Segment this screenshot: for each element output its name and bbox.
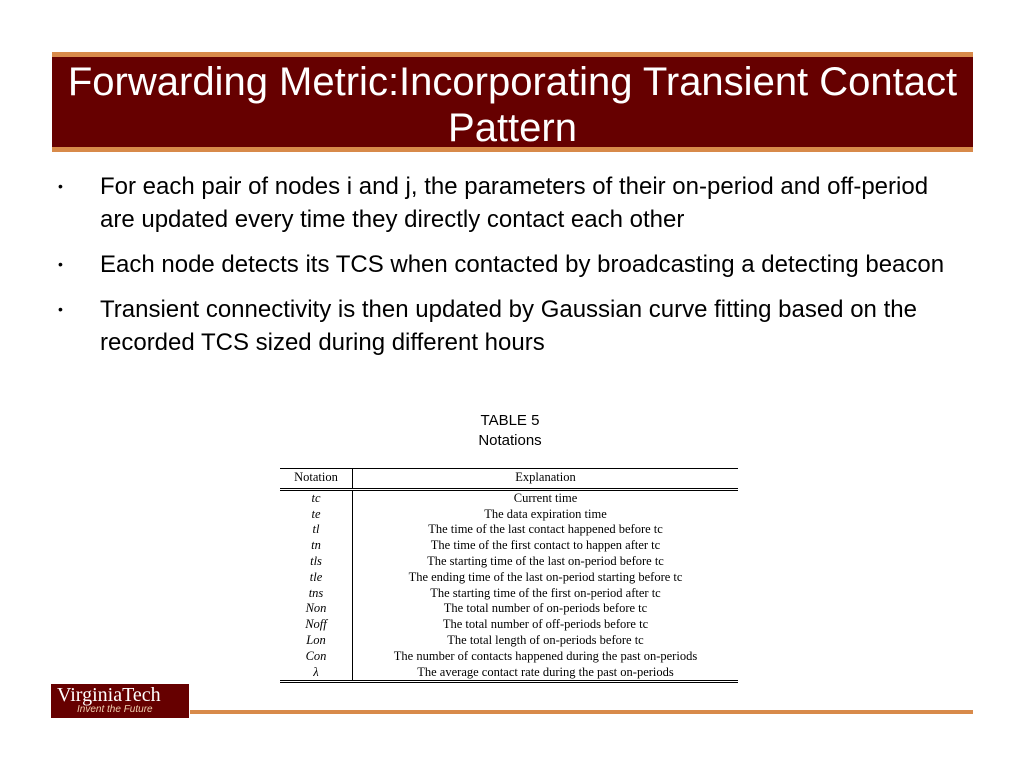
column-header-explanation: Explanation xyxy=(353,469,739,490)
table-row xyxy=(280,586,738,602)
explanation-cell: The total number of on-periods before tc xyxy=(443,601,648,616)
table-row xyxy=(280,538,738,554)
notation-cell: tle xyxy=(280,570,353,586)
notation-cell: Non xyxy=(280,601,353,617)
explanation-cell: The ending time of the last on-period starting before tc xyxy=(408,569,683,584)
table-row xyxy=(280,601,738,617)
explanation-cell: The time of the last contact happened before tc xyxy=(428,522,663,537)
notation-cell: λ xyxy=(280,665,353,682)
bullet-item xyxy=(58,170,963,236)
explanation-cell: The data expiration time xyxy=(484,506,607,521)
logo-wordmark: VirginiaTech xyxy=(57,684,161,706)
explanation-cell: Current time xyxy=(513,490,578,505)
notation-cell: tc xyxy=(280,489,353,506)
virginia-tech-logo xyxy=(51,684,189,718)
bullet-text: For each pair of nodes i and j, the parameters of their on-period and off-period are updated every time they directly contact each other xyxy=(100,173,929,233)
table-row xyxy=(280,522,738,538)
explanation-cell: The total length of on-periods before tc xyxy=(447,632,644,647)
notation-cell: tl xyxy=(280,522,353,538)
table-header-row xyxy=(280,469,738,490)
bullet-icon: • xyxy=(58,178,63,194)
bullet-text: Transient connectivity is then updated by Gaussian curve fitting based on the recorded TCS sized during different hours xyxy=(100,296,917,356)
table-row xyxy=(280,570,738,586)
table-caption-title: Notations xyxy=(478,432,542,449)
table-row xyxy=(280,554,738,570)
notation-cell: tns xyxy=(280,586,353,602)
notation-cell: Con xyxy=(280,649,353,665)
notation-cell: tn xyxy=(280,538,353,554)
explanation-cell: The number of contacts happened during the past on-periods xyxy=(393,648,698,663)
notation-cell: tls xyxy=(280,554,353,570)
notation-cell: te xyxy=(280,507,353,523)
notation-cell: Noff xyxy=(280,617,353,633)
explanation-cell: The time of the first contact to happen after tc xyxy=(430,538,661,553)
notation-table-container xyxy=(280,468,738,683)
slide-title: Forwarding Metric:Incorporating Transient Contact Pattern xyxy=(67,60,958,150)
footer-accent-rule xyxy=(190,710,973,714)
explanation-cell: The starting time of the last on-period before tc xyxy=(427,553,664,568)
bullet-item xyxy=(58,293,963,359)
table-row xyxy=(280,665,738,682)
table-row xyxy=(280,617,738,633)
table-row xyxy=(280,633,738,649)
title-bar xyxy=(52,52,973,152)
bullet-text: Each node detects its TCS when contacted by broadcasting a detecting beacon xyxy=(100,251,945,278)
bullet-icon: • xyxy=(58,256,63,272)
bullet-icon: • xyxy=(58,301,63,317)
explanation-cell: The starting time of the first on-period after tc xyxy=(430,585,661,600)
notation-table xyxy=(280,468,738,683)
table-row xyxy=(280,489,738,506)
table-row xyxy=(280,649,738,665)
bullet-list xyxy=(58,170,963,371)
table-row xyxy=(280,507,738,523)
explanation-cell: The total number of off-periods before tc xyxy=(442,617,649,632)
column-header-notation: Notation xyxy=(280,469,353,490)
explanation-cell: The average contact rate during the past on-periods xyxy=(417,664,674,679)
table-caption-number: TABLE 5 xyxy=(480,412,540,429)
notation-cell: Lon xyxy=(280,633,353,649)
logo-tagline: Invent the Future xyxy=(77,704,153,715)
bullet-item xyxy=(58,248,963,281)
